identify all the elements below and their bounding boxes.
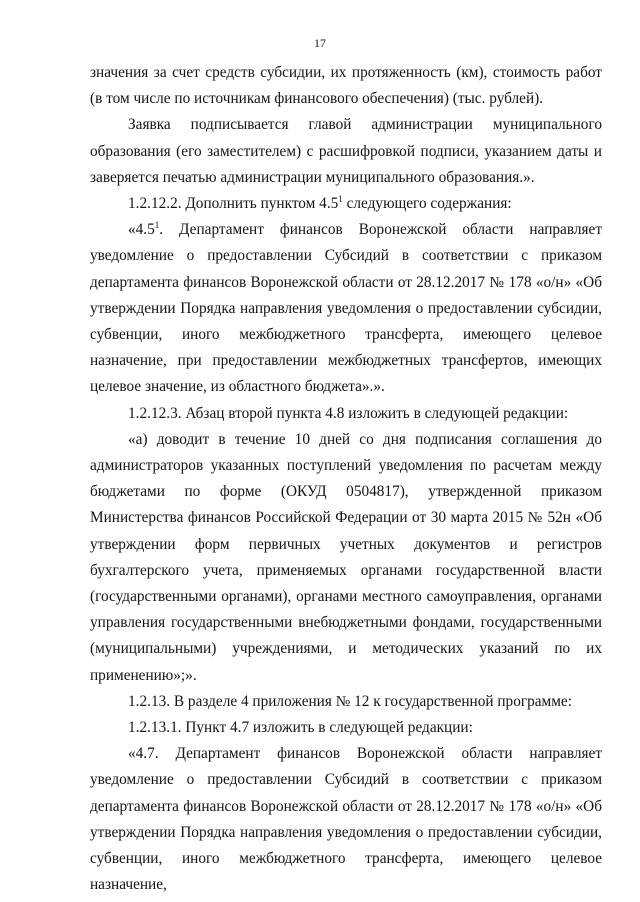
paragraph-6: «а) доводит в течение 10 дней со дня подписания соглашения до администраторов указанных поступлений уведомления по расчетам между бюджетами по форме (ОКУД 0504817), утвержденной приказом Министерства финансов Российской Федерации от 30 марта 2015 № 52н «Об утверждении форм первичных учетных документов и регистров бухгалтерского учета, применяемых органами государственной власти (государственными органами), органами местного самоуправления, органами управления государственными внебюджетными фондами, государственными (муниципальными) учреждениями, и методических указаний по их применению»;». — [90, 430, 602, 684]
paragraph-8: 1.2.13.1. Пункт 4.7 изложить в следующей редакции: — [128, 719, 473, 737]
paragraph-7: 1.2.13. В разделе 4 приложения № 12 к государственной программе: — [128, 692, 572, 710]
paragraph-5: 1.2.12.3. Абзац второй пункта 4.8 изложить в следующей редакции: — [128, 404, 569, 422]
paragraph-1: значения за счет средств субсидии, их протяженность (км), стоимость работ (в том числе по источникам финансового обеспечения) (тыс. рублей). — [90, 64, 602, 108]
paragraph-4-text: «4.5 — [128, 221, 155, 239]
paragraph-3-text: 1.2.12.2. Дополнить пунктом 4.5 — [128, 195, 339, 213]
superscript: 1 — [338, 193, 343, 204]
paragraph-3 — [90, 191, 602, 217]
paragraph-4-text-end: . Департамент финансов Воронежской области направляет уведомление о предоставлении Субсидий в соответствии с приказом департамента финансов Воронежской области от 28.12.2017 № 178 «о/н» «Об утверждении Порядка направления уведомления о предоставлении субсидии, субвенции, иного межбюджетного трансферта, имеющего целевое назначение, при предоставлении межбюджетных трансфертов, имеющих целевое значение, из областного бюджета».». — [90, 221, 602, 396]
paragraph-2: Заявка подписывается главой администрации муниципального образования (его заместителем) с расшифровкой подписи, указанием даты и заверяется печатью администрации муниципального образования.». — [90, 116, 602, 186]
superscript: 1 — [154, 220, 160, 231]
document-body — [90, 60, 602, 899]
page-number: 17 — [314, 36, 326, 50]
paragraph-3-text-end: следующего содержания: — [342, 195, 512, 213]
paragraph-9: «4.7. Департамент финансов Воронежской области направляет уведомление о предоставлении Субсидий в соответствии с приказом департамента финансов Воронежской области от 28.12.2017 № 178 «о/н» «Об утверждении Порядка направления уведомления о предоставлении субсидии, субвенции, иного межбюджетного трансферта, имеющего целевое назначение, — [90, 745, 602, 894]
paragraph-4 — [90, 217, 602, 400]
